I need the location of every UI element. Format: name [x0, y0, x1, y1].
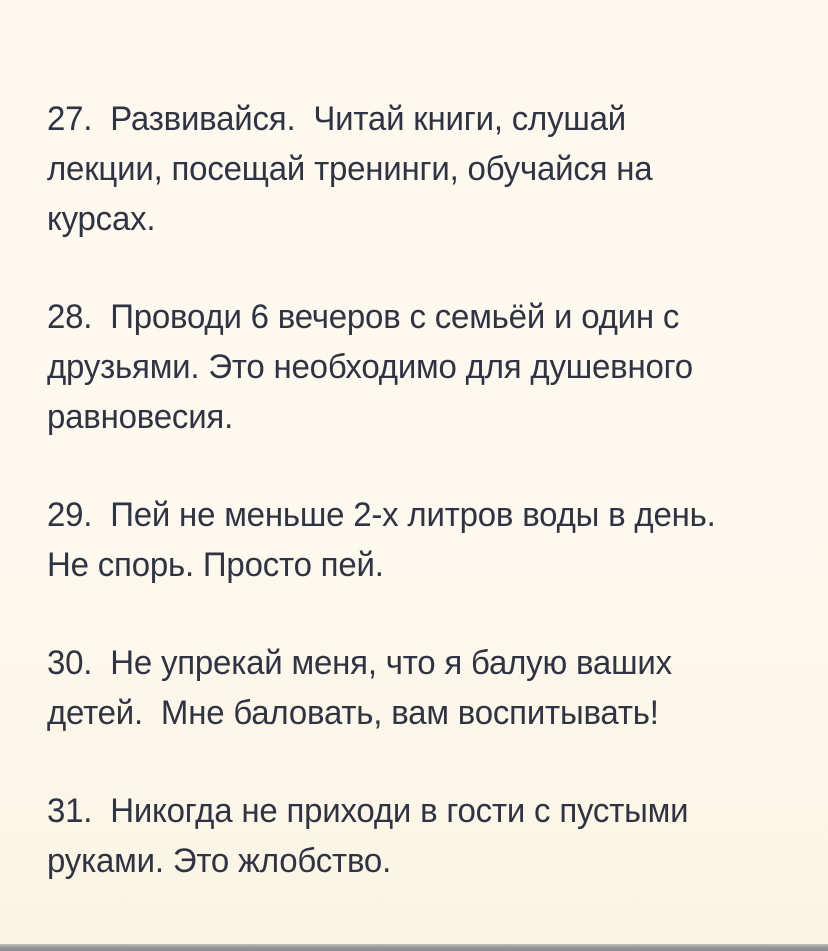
list-item-line: руками. Это жлобство. [47, 842, 392, 880]
list-item-line: детей. Мне баловать, вам воспитывать! [47, 694, 659, 732]
list-item-line: друзьями. Это необходимо для душевного [47, 348, 693, 386]
list-item-29 [47, 490, 788, 590]
list-item-line: 29. Пей не меньше 2-х литров воды в день. [47, 496, 716, 534]
list-item-line: Не спорь. Просто пей. [47, 546, 384, 584]
rules-list [47, 94, 788, 886]
list-item-line: равновесия. [47, 398, 234, 436]
list-item-30 [47, 638, 788, 738]
list-item-line: 31. Никогда не приходи в гости с пустыми [47, 792, 689, 830]
bottom-edge-bar [0, 944, 828, 951]
list-item-27 [47, 94, 788, 244]
list-item-line: 28. Проводи 6 вечеров с семьёй и один с [47, 298, 680, 336]
list-item-31 [47, 786, 788, 886]
list-item-line: курсах. [47, 200, 156, 238]
list-item-line: 27. Развивайся. Читай книги, слушай [47, 100, 627, 138]
list-item-28 [47, 292, 788, 442]
list-item-line: лекции, посещай тренинги, обучайся на [47, 150, 653, 188]
list-item-line: 30. Не упрекай меня, что я балую ваших [47, 644, 672, 682]
